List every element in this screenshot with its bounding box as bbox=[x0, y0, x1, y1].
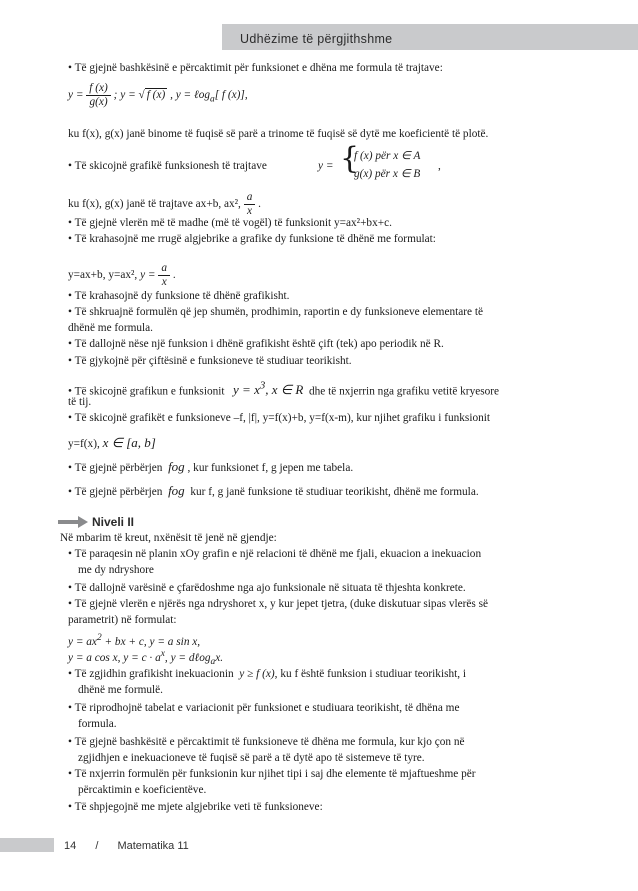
text-line: • Të paraqesin në planin xOy grafin e një relacioni të dhënë me fjali, ekuacion a inekuacion bbox=[68, 548, 482, 560]
text-line: • Të gjejnë vlerën e njërës nga ndryshoret x, y kur jepet tjetra, (duke diskutuar sipas vlerës së bbox=[68, 598, 489, 610]
text-line: • Të gjykojnë për çiftësinë e funksioneve të studiuar teorikisht. bbox=[68, 355, 352, 367]
text-line: • Të riprodhojnë tabelat e variacionit për funksionet e studiuara teorikisht, të dhëna me bbox=[68, 702, 460, 714]
text-line: formula. bbox=[78, 718, 117, 730]
text-line: • Të nxjerrin formulën për funksionin kur njihet tipi i saj dhe elemente të mjaftueshme për bbox=[68, 768, 476, 780]
piecewise-comma: , bbox=[438, 160, 441, 172]
text-line: • Të skicojnë grafikë funksionesh të trajtave bbox=[68, 160, 267, 172]
text-line: • Të dallojnë varësinë e çfarëdoshme nga ajo funksionale në situata të thjeshta konkrete. bbox=[68, 582, 466, 594]
text-line: parametrit) në formulat: bbox=[68, 614, 177, 626]
text-line: • Të krahasojnë me rrugë algjebrike a grafike dy funksione të dhënë me formulat: bbox=[68, 233, 436, 245]
footer-bar bbox=[0, 838, 54, 852]
text-line: • Të shpjegojnë me mjete algjebrike veti të funksioneve: bbox=[68, 801, 323, 813]
text-line: ku f(x), g(x) janë binome të fuqisë së parë a trinome të fuqisë së dytë me koeficientë të plotë. bbox=[68, 128, 489, 140]
text-line: • Të gjejnë bashkësitë e përcaktimit të funksioneve të dhëna me formula, kur kjo çon në bbox=[68, 736, 465, 748]
arrow-right-icon bbox=[58, 516, 88, 528]
text-line: • Të dallojnë nëse një funksion i dhënë grafikisht është çift (tek) apo periodik në R. bbox=[68, 338, 444, 350]
text-line: • Të gjejnë vlerën më të madhe (më të vogël) të funksionit y=ax²+bx+c. bbox=[68, 217, 392, 229]
formula-domain-row: y = $\frac{f (x)}{g(x)}$ ; y = √ f (x) , y = ℓog$_a$[ f (x)], bbox=[68, 82, 248, 108]
text-line: • Të gjejnë përbërjen fog , kur funksionet f, g jepen me tabela. bbox=[68, 459, 354, 474]
footer-separator: / bbox=[95, 840, 99, 852]
page-number: 14 bbox=[64, 840, 77, 852]
text-line: • Të krahasojnë dy funksione të dhënë grafikisht. bbox=[68, 290, 290, 302]
text-line: • Të skicojnë grafikët e funksioneve –f, |f|, y=f(x)+b, y=f(x-m), kur njihet grafiku i funksionit bbox=[68, 412, 491, 424]
text-line: dhënë me formula. bbox=[68, 322, 154, 334]
page-footer bbox=[64, 840, 205, 852]
text-line: dhënë me formulë. bbox=[78, 684, 164, 696]
text-line: • Të shkruajnë formulën që jep shumën, prodhimin, raportin e dy funksioneve elementare të bbox=[68, 306, 484, 318]
text-line: • Të gjejnë përbërjen fog kur f, g janë funksione të studiuar teorikisht, dhënë me formula. bbox=[68, 483, 479, 498]
text-line: zgjidhjen e inekuacioneve të fuqisë së parë a të dytë apo të sistemeve të tyre. bbox=[78, 752, 425, 764]
text-line: • Të gjejnë bashkësinë e përcaktimit për funksionet e dhëna me formula të trajtave: bbox=[68, 62, 443, 74]
text-line: y=f(x), x ∈ [a, b] bbox=[68, 435, 156, 450]
book-title: Matematika 11 bbox=[117, 840, 189, 852]
text-line: ku f(x), g(x) janë të trajtave ax+b, ax², $\frac{a}{x}$ . bbox=[68, 191, 261, 217]
text-line: • Të zgjidhin grafikisht inekuacionin y ≥ f (x), ku f është funksion i studiuar teorikisht, i bbox=[68, 668, 467, 680]
piecewise-case-2: g(x) për x ∈ B bbox=[354, 168, 421, 180]
text-line: të tij. bbox=[68, 396, 92, 408]
text-line: • Të skicojnë grafikun e funksionit $y = x^3$, x ∈ R dhe të nxjerrin nga grafiku vetitë kryesore bbox=[68, 380, 500, 398]
formula-row-2: y = a cos x, $y = c \cdot a^x$, y = dℓog$_a$x. bbox=[68, 649, 224, 668]
text-line: me dy ndryshore bbox=[78, 564, 154, 576]
formula-row-1: $y = ax^2$ + bx + c, y = a sin x, bbox=[68, 633, 201, 648]
section-title: Niveli II bbox=[92, 515, 135, 529]
text-line: y=ax+b, y=ax², y = $\frac{a}{x}$ . bbox=[68, 262, 176, 288]
piecewise-brace: { bbox=[340, 141, 360, 176]
piecewise-case-1: f (x) për x ∈ A bbox=[354, 150, 421, 162]
piecewise-y: y = bbox=[318, 160, 334, 172]
text-line: përcaktimin e koeficientëve. bbox=[78, 784, 207, 796]
text-line: Në mbarim të kreut, nxënësit të jenë në gjendje: bbox=[60, 532, 277, 544]
page-header-title: Udhëzime të përgjithshme bbox=[240, 32, 393, 46]
